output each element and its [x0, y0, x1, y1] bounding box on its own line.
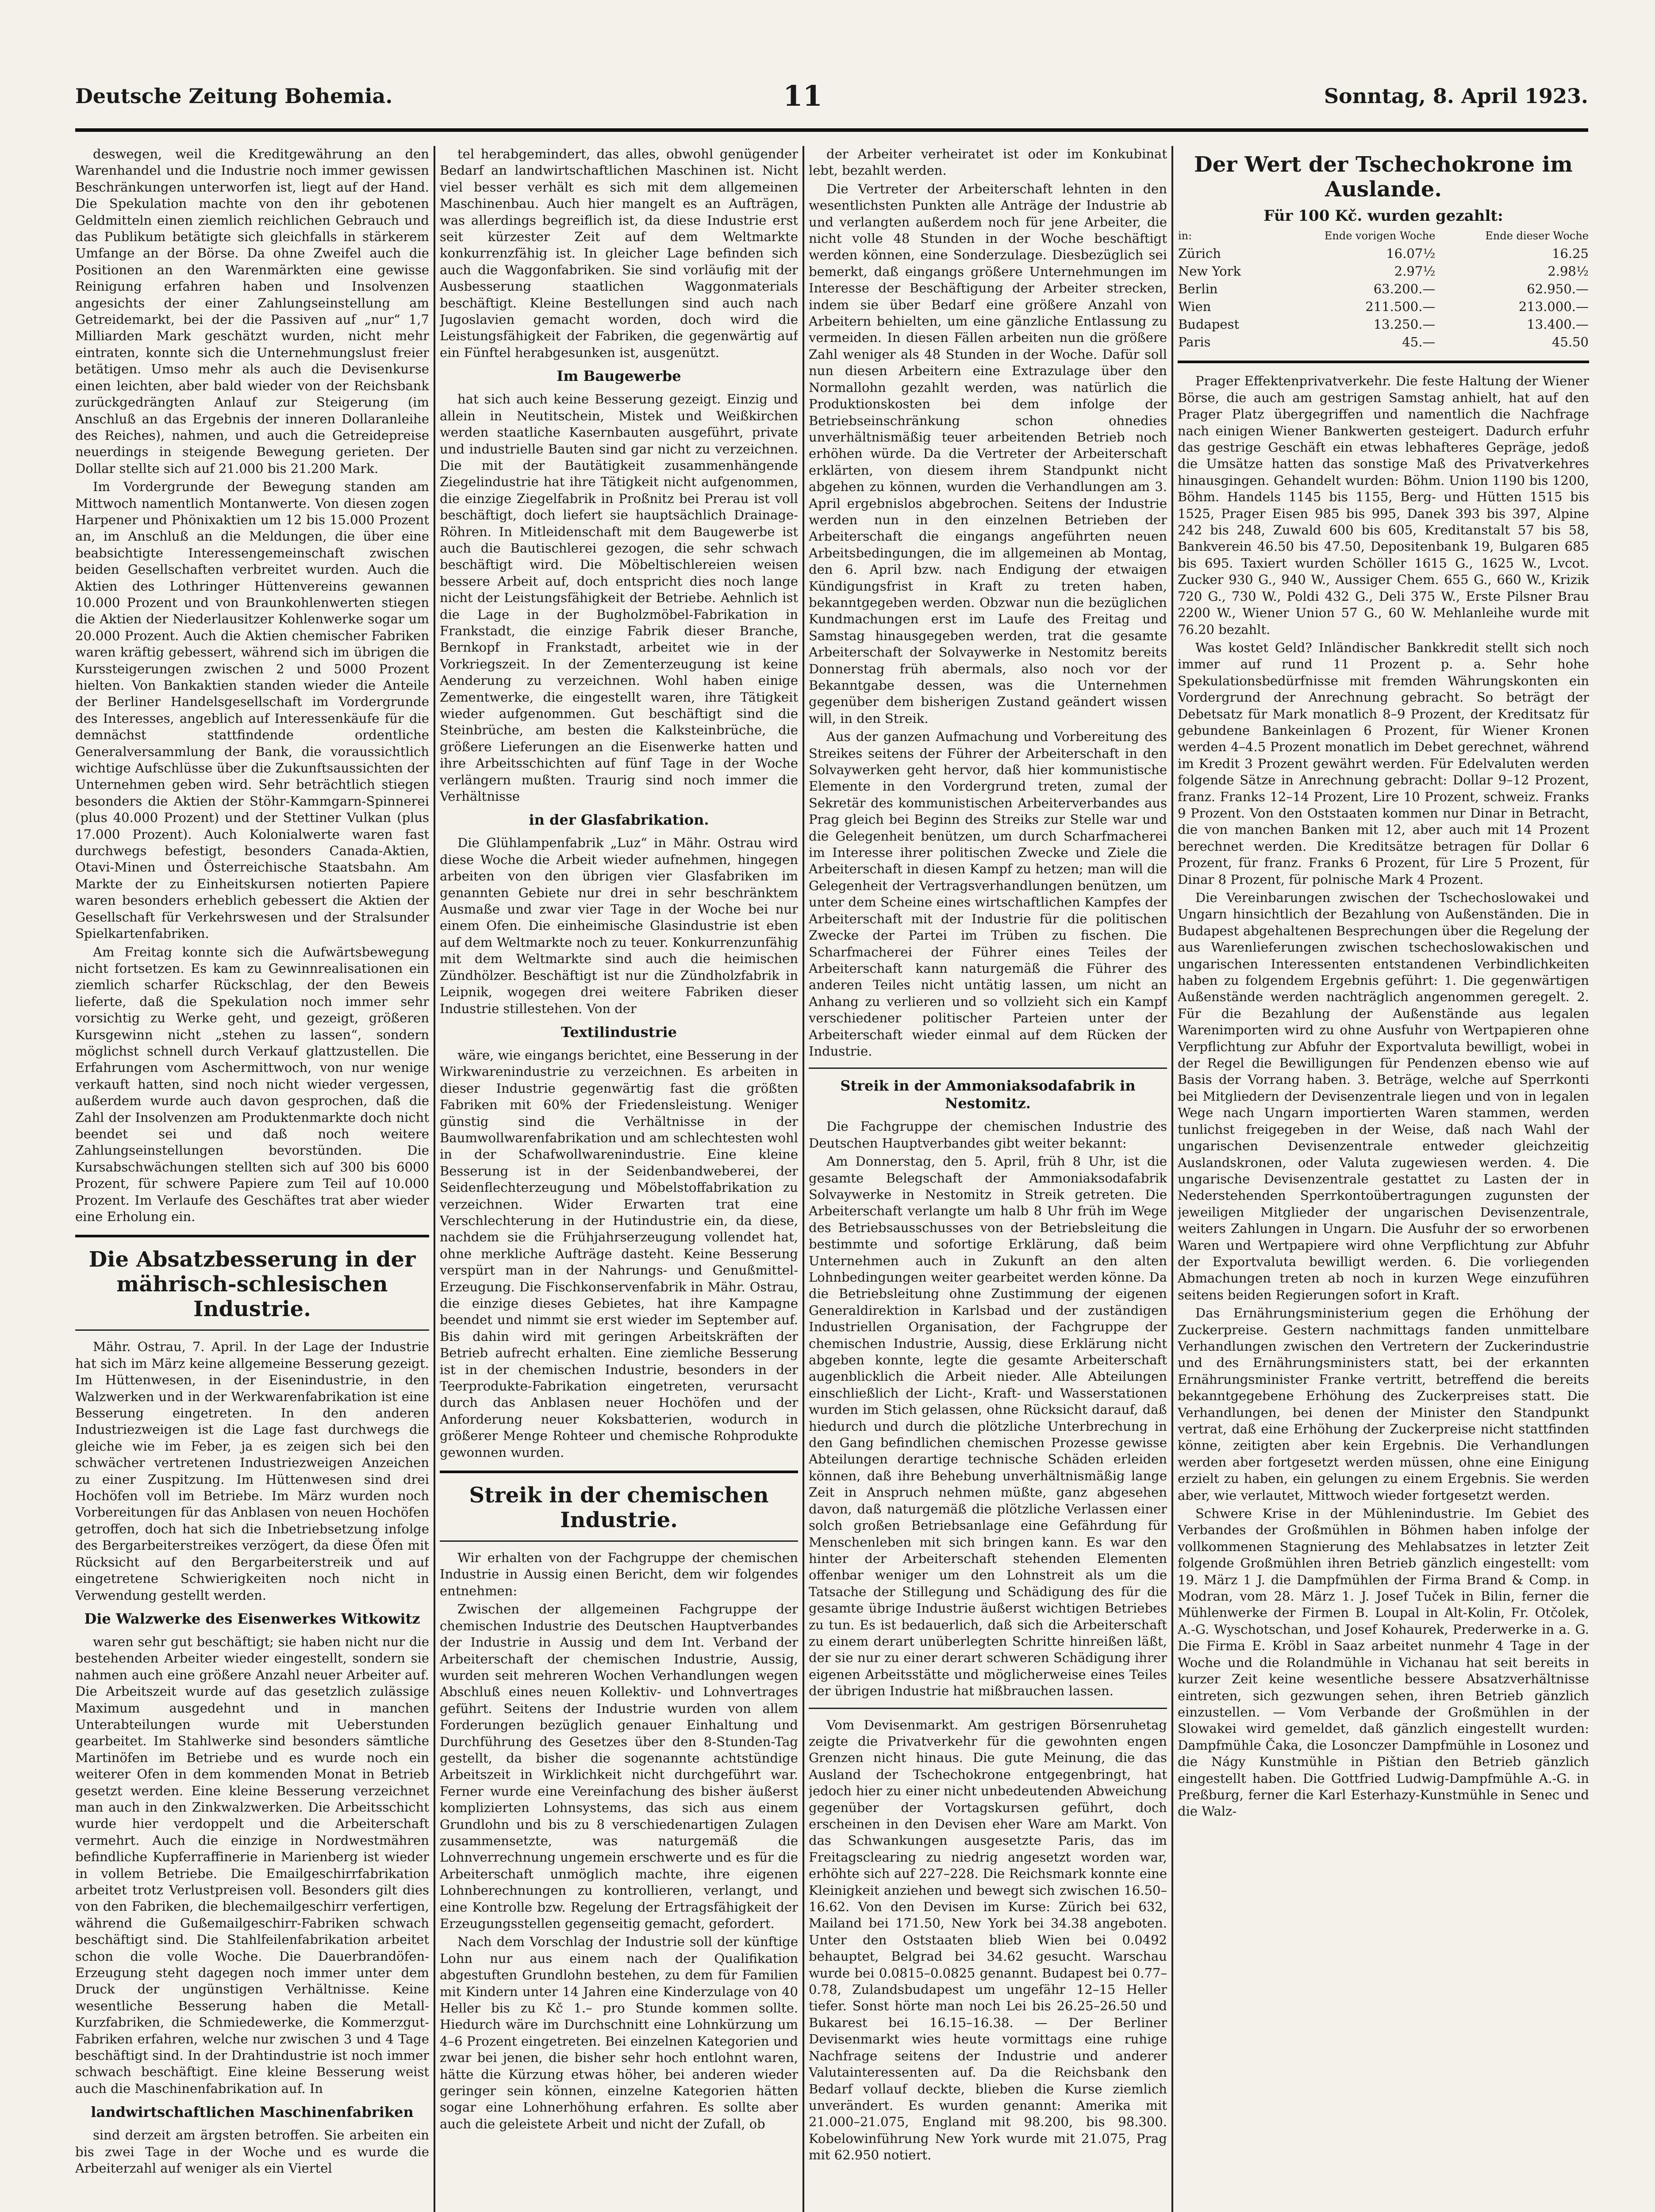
table-row: [1178, 315, 1589, 333]
paragraph: Die Vertreter der Arbeiterschaft lehnten in den wesentlichsten Punkten alle Anträge der Industrie ab und verlangten außerdem noch für jene Arbeiter, die nicht volle 48 Stunden in der Woche beschäftigt werden können, eine Sonderzulage. Diesbezüglich sei bemerkt, daß eingangs größere Unternehmungen im Interesse der Beschäftigung der Arbeiter strecken, indem sie über Bedarf eine größere Anzahl von Arbeitern behielten, um eine gänzliche Entlassung zu vermeiden. In diesen Fällen arbeiten nun die größere Zahl weniger als 48 Stunden in der Woche. Dafür soll nun diesen Arbeitern eine Extrazulage über den Normallohn gezahlt werden, was natürlich die Produktionskosten bei dem infolge der Betriebseinschränkung schon ohnedies unverhältnismäßig teuer arbeitenden Betrieb noch erhöhen würde. Da die Vertreter der Arbeiterschaft erklärten, von diesem ihrem Standpunkt nicht abgehen zu können, wurden die Verhandlungen am 3. April ergebnislos abgebrochen. Seitens der Industrie werden nun in den einzelnen Betrieben der Arbeiterschaft die eingangs angeführten neuen Arbeitsbedingungen, die im allgemeinen ab Montag, den 6. April bzw. nach Endigung der etwaigen Kündigungsfrist in Kraft zu treten haben, bekanntgegeben werden. Obzwar nun die bezüglichen Kundmachungen erst im Laufe des Freitag und Samstag hinausgegeben werden, trat die gesamte Arbeiterschaft der Solvaywerke in Nestomitz bereits Donnerstag früh abermals, also noch vor der Bekanntgabe dessen, was die Unternehmen gegenüber dem bisherigen Zustand geändert wissen will, in den Streik.: [809, 181, 1167, 726]
subheading-glas: in der Glasfabrikation.: [529, 811, 709, 829]
subheading-textil: Textilindustrie: [561, 1023, 677, 1041]
this-cell: 213.000.—: [1518, 299, 1589, 315]
table-row: [1178, 245, 1589, 262]
paragraph: Schwere Krise in der Mühlenindustrie. Im Gebiet des Verbandes der Großmühlen in Böhmen haben infolge der vollkommenen Stagnierung des Mehlabsatzes in letzter Zeit folgende Großmühlen ihren Betrieb gänzlich eingestellt: vom 19. März 1 J. die Dampfmühlen der Firma Brand & Comp. in Modran, vom 28. März 1. J. Josef Tuček in Bilin, ferner die Mühlenwerke der Firmen B. Loupal in Alt-Kolin, Fr. Otčolek, A.-G. Wyschotschan, und Josef Kohaurek, Prederwerke in a. G. Die Firma E. Kröbl in Saaz arbeitet nunmehr 4 Tage in der Woche und die Rolandmühle in Vichanau hat seit bereits in kurzer Zeit keine wesentliche bessere Absatzverhältnisse eintreten, sich gezwungen sehen, ihren Betrieb gänzlich einzustellen. — Vom Verbande der Großmühlen in der Slowakei wird gemeldet, daß gänzlich eingestellt wurden: Dampfmühle Čaka, die Losonczer Dampfmühle in Losonez und die Nágy Kunstmühle in Pištian den Betrieb gänzlich eingestellt haben. Die Gottfried Ludwig-Dampfmühle A.-G. in Preßburg, ferner die Karl Esterhazy-Kunstmühle in Senec und die Walz-: [1178, 1506, 1589, 1819]
paragraph: Mähr. Ostrau, 7. April. In der Lage der Industrie hat sich im März keine allgemeine Besserung gezeigt. Im Hüttenwesen, in der Eisenindustrie, in den Walzwerken und in der Werkwarenfabrikation ist eine Besserung eingetreten. In den anderen Industriezweigen ist die Lage fast durchwegs die gleiche wie im Feber, ja es zeigen sich bei den schwächer vertretenen Industriezweigen Anzeichen zu einer Zuspitzung. Im Hüttenwesen sind drei Hochöfen voll im Betriebe. Im März wurden noch Vorbereitungen für das Anblasen von neuen Hochöfen getroffen, doch hat sich die Inbetriebsetzung infolge des Bergarbeiterstreikes verzögert, da diese Öfen mit Rücksicht auf den Bergarbeiterstreik und auf eingetretene Schwierigkeiten noch nicht in Verwendung gestellt werden.: [75, 1339, 429, 1603]
column-4: [1178, 146, 1589, 2212]
table-header-row: [1178, 227, 1589, 245]
city-cell: Wien: [1178, 299, 1211, 315]
table-row: [1178, 298, 1589, 315]
this-cell: 2.98½: [1547, 264, 1589, 279]
subheading-streik-ammoniak: Streik in der Ammoniaksodafabrik in Nestomitz.: [840, 1077, 1136, 1112]
paragraph: sind derzeit am ärgsten betroffen. Sie arbeiten ein bis zwei Tage in der Woche und es wurde die Arbeiterzahl auf weniger als ein Viertel: [75, 2128, 429, 2176]
paragraph: Am Donnerstag, den 5. April, früh 8 Uhr, ist die gesamte Belegschaft der Ammoniaksodafabrik Solvaywerke in Nestomitz in Streik getreten. Die Arbeiterschaft verlangte um halb 8 Uhr früh im Wege des Betriebsausschusses von der Betriebsleitung die bestimmte und sofortige Erklärung, daß beim Unternehmen auch in Zukunft an den alten Lohnbedingungen weiter gearbeitet werden könne. Da die Betriebsleitung ohne Zustimmung der eigenen Generaldirektion in Karlsbad und der zuständigen Industriellen Organisation, der Fachgruppe der chemischen Industrie, Aussig, diese Erklärung nicht abgeben konnte, legte die gesamte Arbeiterschaft augenblicklich die Arbeit nieder. Alle Abteilungen einschließlich der Licht-, Kraft- und Wasserstationen wurden im Stich gelassen, ohne Rücksicht darauf, daß hiedurch und durch die plötzliche Unterbrechung in den Gang befindlichen chemischen Prozesse gewisse Abteilungen derartige technische Schäden erleiden können, daß ihre Behebung unverhältnismäßig lange Zeit in Anspruch nehmen müßte, ganz abgesehen davon, daß naturgemäß die plötzliche Verlassen einer solch großen Betriebsanlage eine Gefährdung für Menschenleben mit sich bringen kann. Es war den hinter der Arbeiterschaft stehenden Elementen offenbar weniger um den Lohnstreit als um die Tatsache der Stillegung und Schädigung des für die gesamte übrige Industrie äußerst wichtigen Betriebes zu tun. Es ist bedauerlich, daß sich die Arbeiterschaft zu einem derart unüberlegten Schritte hinreißen läßt, der sie nur zu einer derart schweren Schädigung ihrer eigenen Arbeitsstätte und möglicherweise eines Teiles der übrigen Industrie hat mißbrauchen lassen.: [809, 1154, 1167, 1699]
paragraph: Die Vereinbarungen zwischen der Tschechoslowakei und Ungarn hinsichtlich der Bezahlung von Außenständen. Die in Budapest abgehaltenen Besprechungen über die Regelung der aus Warenlieferungen zwischen tschechoslowakischen und ungarischen Interessenten entstandenen Verbindlichkeiten haben zu folgendem Ergebnis geführt: 1. Die gegenwärtigen Außenstände werden nachträglich angenommen geregelt. 2. Für die Bezahlung der Außenstände aus legalen Warenimporten wird zu ohne Ausfuhr von Wertpapieren ohne Verpflichtung zur Abfuhr der Exportvaluta bewilligt, wobei in der Regel die Bewilligungen für Pendenzen ebenso wie auf Basis der Vorrang haben. 3. Beträge, welche auf Sperrkonti bei Mitgliedern der Devisenzentrale liegen und von in legalen Wege nach Ungarn importierten Waren stammen, werden tunlichst freigegeben in der Weise, daß nach Wahl der ungarischen Devisenzentrale entweder gleichzeitig Auslandskronen, oder Valuta zugewiesen werden. 4. Die ungarische Devisenzentrale gestattet zu Lasten der in Nederstehenden Sperrkontoübertragungen zugunsten der jeweiligen Mitglieder der ungarischen Devisenzentrale, weiters Zahlungen in Ungarn. Die Ausfuhr der so erworbenen Waren und Wertpapiere wird ohne Verpflichtung zur Abfuhr der Exportvaluta bewilligt werden. 6. Die vorliegenden Abmachungen treten ab noch in kurzen Wege einzuführen seitens beiden Regierungen sofort in Kraft.: [1178, 890, 1589, 1302]
city-cell: Paris: [1178, 334, 1211, 350]
prev-cell: 45.—: [1402, 334, 1436, 350]
paragraph: Vom Devisenmarkt. Am gestrigen Börsenruhetag zeigte die Privatverkehr für die gewohnten engen Grenzen nicht hinaus. Die gute Meinung, die das Ausland der Tschechokrone entgegenbringt, hat jedoch hier zu einer nicht unbedeutenden Abweichung gegenüber der Vortagskursen geführt, doch erscheinen in den Devisen eher Ware am Markt. Von das Schwankungen ausgesetzte Paris, das im Freitagsclearing zu niedrig angesetzt worden war, erhöhte sich auf 227–228. Die Reichsmark konnte eine Kleinigkeit anziehen und bewegt sich zwischen 16.50–16.62. Von den Devisen im Kurse: Zürich bei 632, Mailand bei 171.50, New York bei 34.38 angeboten. Unter den Oststaaten blieb Wien bei 0.0492 behauptet, Belgrad bei 34.62 gesucht. Warschau wurde bei 0.0815–0.0825 genannt. Budapest bei 0.77–0.78, Zulandsbudapest um ungefähr 12–15 Heller tiefer. Sonst hörte man noch Lei bis 26.25–26.50 und Bukarest bei 16.15–16.38. — Der Berliner Devisenmarkt wies heute vormittags eine ruhige Nachfrage seitens der Industrie und anderer Valutainteressenten auf. Da die Reichsbank den Bedarf vollauf deckte, blieben die Kurse ziemlich unverändert. Es wurden genannt: Amerika mit 21.000–21.075, England mit 98.200, bis 98.300. Kobelowinführung New York wurde mit 21.075, Prag mit 62.950 notiert.: [809, 1717, 1167, 2163]
divider: [75, 1235, 429, 1237]
paragraph: Prager Effektenprivatverkehr. Die feste Haltung der Wiener Börse, die auch am gestrigen Samstag anhielt, hat auf den Prager Platz übergegriffen und namentlich die Nachfrage nach einigen Wiener Bankwerten gesteigert. Dadurch erfuhr das gestrige Geschäft ein etwas lebhafteres Gepräge, jedoß die Umsätze hatten das sonstige Maß des Privatverkehres hinausgingen. Gehandelt wurden: Böhm. Union 1190 bis 1200, Böhm. Handels 1145 bis 1155, Berg- und Hütten 1515 bis 1525, Prager Eisen 985 bis 995, Danek 393 bis 397, Alpine 242 bis 248, Zuwald 600 bis 605, Kreditanstalt 57 bis 58, Bankverein 46.50 bis 47.50, Depositenbank 19, Bulgaren 685 bis 695. Taxiert wurden Schöller 1615 G., 1625 W., Lvcot. Zucker 930 G., 940 W., Aussiger Chem. 655 G., 660 W., Krizik 720 G., 730 W., Poldi 432 G., Deli 375 W., Erste Pilsner Brau 2200 W., Wiener Union 57 G., 60 W. Mehlanleihe wurde mit 76.20 bezahlt.: [1178, 373, 1589, 637]
divider: [440, 1540, 798, 1542]
subheading-walzwerke: Die Walzwerke des Eisenwerkes Witkowitz: [84, 1610, 420, 1627]
paragraph: Wir erhalten von der Fachgruppe der chemischen Industrie in Aussig einen Bericht, dem wir folgendes entnehmen:: [440, 1550, 798, 1598]
paragraph: hat sich auch keine Besserung gezeigt. Einzig und allein in Neutitschein, Mistek und Weißkirchen werden staatliche Kasernbauten ausgeführt, private und industrielle Bauten sind gar nicht zu verzeichnen. Die mit der Bautätigkeit zusammenhängende Ziegelindustrie hat ihre Tätigkeit nicht aufgenommen, die einzige Ziegelfabrik in Proßnitz bei Prerau ist voll beschäftigt, doch liefert sie hauptsächlich Drainage-Röhren. In Mitleidenschaft mit dem Baugewerbe ist auch die Bautischlerei gezogen, die sehr schwach beschäftigt wird. Die Möbeltischlereien weisen bessere Arbeit auf, doch entspricht dies noch lange nicht der Leistungsfähigkeit der Betriebe. Aehnlich ist die Lage in der Bugholzmöbel-Fabrikation in Frankstadt, die einzige Fabrik dieser Branche, Bernkopf in Frankstadt, arbeitet wie in der Vorkriegszeit. In der Zementerzeugung ist keine Aenderung zu verzeichnen. Wohl haben einige Zementwerke, die eingestellt waren, ihre Tätigkeit wieder aufgenommen. Gut beschäftigt sind die Steinbrüche, am besten die Kalksteinbrüche, die größere Lieferungen an die Eisenwerke hatten und ihre Arbeitsschichten auf fünf Tage in der Woche verlängern mußten. Traurig sind noch immer die Verhältnisse: [440, 392, 798, 804]
rates-subheading: Für 100 Kč. wurden gezahlt:: [1263, 207, 1503, 225]
column-3: [809, 146, 1167, 2212]
table-row: [1178, 262, 1589, 280]
column-rule: [803, 146, 804, 2212]
divider: [440, 1471, 798, 1473]
paragraph: Aus der ganzen Aufmachung und Vorbereitung des Streikes seitens der Führer der Arbeiterschaft in den Solvaywerken geht hervor, daß hier kommunistische Elemente in den Vordergrund treten, zumal der Sekretär des kommunistischen Arbeiterverbandes aus Prag gleich bei Beginn des Streiks zur Stelle war und die Gelegenheit benützen, um durch Scharfmacherei im Interesse ihrer politischen Zwecke und Ziele die Arbeiterschaft in diesen Kampf zu hetzen; man will die Gelegenheit der Vertragsverhandlungen benützen, um unter dem Scheine eines wirtschaftlichen Kampfes der Arbeiterschaft mit der Industrie für die politischen Zwecke der Partei im Trüben zu fischen. Die Scharfmacherei der Führer eines Teiles der Arbeiterschaft kann naturgemäß die Führer des anderen Teiles nicht untätig lassen, um nicht an Anhang zu verlieren und so vollzieht sich ein Kampf verschiedener politischer Parteien unter der Arbeiterschaft wieder einmal auf dem Rücken der Industrie.: [809, 729, 1167, 1059]
exchange-rate-table: [1178, 227, 1589, 351]
paragraph: Die Glühlampenfabrik „Luz“ in Mähr. Ostrau wird diese Woche die Arbeit wieder aufnehmen, hingegen arbeiten von den übrigen vier Glasfabriken im genannten Gebiete nur drei in sehr beschränktem Ausmaße und zwar vier Tage in der Woche bei nur einem Ofen. Die einheimische Glasindustrie ist eben auf dem Weltmarkte noch zu teuer. Konkurrenzunfähig mit dem Weltmarkte sind auch die heimischen Zündhölzer. Beschäftigt ist nur die Zündholzfabrik in Leipnik, wogegen drei weitere Fabriken dieser Industrie stillestehen. Von der: [440, 835, 798, 1016]
article-heading-absatzbesserung: Die Absatzbesserung in der mährisch-schlesischen Industrie.: [88, 1247, 416, 1322]
paragraph: Das Ernährungsministerium gegen die Erhöhung der Zuckerpreise. Gestern nachmittags fanden unmittelbare Verhandlungen zwischen den Vertretern der Zuckerindustrie und des Ernährungsministers statt, bei der erkannten Ernährungsminister Franke vertritt, betreffend die bereits bekanntgegebene Erhöhung des Zuckerpreises statt. Die Verhandlungen, bei denen der Minister den Standpunkt vertrat, daß eine Erhöhung der Zuckerpreise nicht stattfinden könne, zeitigten aber kein Ergebnis. Die Verhandlungen werden aber fortgesetzt werden müssen, ohne eine Einigung erzielt zu haben, ein gelungen zu einem Ergebnis. Sie werden aber, wie verlautet, Mittwoch wieder fortgesetzt werden.: [1178, 1306, 1589, 1503]
this-cell: 62.950.—: [1527, 281, 1589, 297]
divider: [1178, 361, 1589, 363]
divider: [809, 1708, 1167, 1709]
prev-cell: 63.200.—: [1373, 281, 1436, 297]
column-header: Ende dieser Woche: [1485, 230, 1589, 242]
paragraph: Was kostet Geld? Inländischer Bankkredit stellt sich noch immer auf rund 11 Prozent p. a. Sehr hohe Spekulationsbedürfnisse mit fremden Währungskonten ein Vordergrund der Anrechnung gebracht. So beträgt der Debetsatz für Mark monatlich 8–9 Prozent, der Kreditsatz für gebundene Bankeinlagen 6 Prozent, für Wiener Kronen werden 4–4.5 Prozent monatlich im Debet gerechnet, während im Kredit 3 Prozent gewährt werden. Für Edelvaluten werden folgende Sätze in Anrechnung gebracht: Dollar 9–12 Prozent, franz. Franks 12–14 Prozent, Lire 10 Prozent, schweiz. Franks 9 Prozent. Von den Oststaaten kommen nur Dinar in Betracht, die von manchen Banken mit 12, aber auch mit 14 Prozent berechnet werden. Die Kreditsätze betragen für Dollar 6 Prozent, für franz. Franks 6 Prozent, für Lire 5 Prozent, für Dinar 8 Prozent, für polnische Mark 4 Prozent.: [1178, 640, 1589, 887]
column-header: Ende vorigen Woche: [1324, 230, 1436, 242]
page-number: 11: [783, 80, 823, 113]
issue-date: Sonntag, 8. April 1923.: [1324, 84, 1588, 108]
prev-cell: 2.97½: [1394, 264, 1436, 279]
table-row: [1178, 280, 1589, 298]
this-cell: 16.25: [1551, 246, 1589, 261]
column-header: in:: [1178, 230, 1192, 242]
paragraph: Zwischen der allgemeinen Fachgruppe der chemischen Industrie des Deutschen Hauptverbandes der Industrie in Aussig und dem Int. Verband der Arbeiterschaft der chemischen Industrie, Aussig, wurden seit mehreren Wochen Verhandlungen wegen Abschluß eines neuen Kollektiv- und Lohnvertrages geführt. Seitens der Industrie wurden von allem Forderungen bezüglich genauer Einhaltung und Durchführung des Gesetzes über den 8-Stunden-Tag gestellt, da bisher die sogenannte achtstündige Arbeitszeit in Wirklichkeit nicht durchgeführt war. Ferner wurde eine Vereinfachung des bisher äußerst komplizierten Lohnsystems, das sich aus einem Grundlohn und bis zu 8 verschiedenartigen Zulagen zusammensetzte, was naturgemäß die Lohnverrechnung ungemein erschwerte und es für die Arbeiterschaft unmöglich machte, ihre eigenen Lohnberechnungen zu kontrollieren, verlangt, und eine Kontrolle bzw. Regelung der Ertragsfähigkeit der Erzeugungsstellen gegenseitig gemacht, gefordert.: [440, 1601, 798, 1931]
this-cell: 13.400.—: [1527, 317, 1589, 332]
paragraph: Nach dem Vorschlag der Industrie soll der künftige Lohn nur aus einem nach der Qualifikation abgestuften Grundlohn bestehen, zu dem für Familien mit Kindern unter 14 Jahren eine Kinderzulage von 40 Heller bis zu Kč 1.– pro Stunde kommen sollte. Hiedurch wäre im Durchschnitt eine Lohnkürzung um 4–6 Prozent eingetreten. Bei einzelnen Kategorien und zwar bei jenen, die bisher sehr hoch entlohnt waren, hätte die Kürzung etwas höher, bei anderen wieder geringer sein können, einzelne Kategorien hätten sogar eine Lohnerhöhung erfahren. Es sollte aber auch die geleistete Arbeit und nicht der Zufall, ob: [440, 1934, 798, 2131]
paragraph: wäre, wie eingangs berichtet, eine Besserung in der Wirkwarenindustrie zu verzeichnen. Es arbeiten in dieser Industrie gegenwärtig fast die größten Fabriken mit 60% der Friedensleistung. Weniger günstig sind die Verhältnisse in der Baumwollwarenfabrikation und am schlechtesten wohl in der Schafwollwarenindustrie. Eine kleine Besserung ist in der Seidenbandweberei, der Seidenflechterzeugung und Möbelstoffabrikation zu verzeichnen. Wider Erwarten trat eine Verschlechterung in der Hutindustrie ein, da diese, nachdem sie die Frühjahrserzeugung vollendet hat, ohne merkliche Aufträge dasteht. Keine Besserung verspürt man in der Nahrungs- und Genußmittel-Erzeugung. Die Fischkonservenfabrik in Mähr. Ostrau, die einzige dieses Gebietes, hat ihre Kampagne beendet und nimmt sie erst wieder im September auf. Bis dahin wird mit geringen Arbeitskräften der Betrieb aufrecht erhalten. Eine ziemliche Besserung ist in der chemischen Industrie, besonders in der Teerprodukte-Fabrikation eingetreten, verursacht durch das Anblasen neuer Hochöfen und der Anforderung neuer Koksbatterien, wodurch in größerer Menge Rohteer und chemische Rohprodukte gewonnen wurden.: [440, 1047, 798, 1460]
paragraph: deswegen, weil die Kreditgewährung an den Warenhandel und die Industrie noch immer gewissen Beschränkungen unterworfen ist, liegt auf der Hand. Die Spekulation machte von den ihr gebotenen Geldmitteln einen ziemlich reichlichen Gebrauch und das Publikum betätigte sich gleichfalls in stärkerem Umfange an der Börse. Da ohne Zweifel auch die Positionen an den Warenmärkten eine gewisse Reinigung erfahren haben und Insolvenzen angesichts der einer Zahlungseinstellung am Getreidemarkt, bei der die Passiven auf „nur“ 1,7 Milliarden Mark geschätzt wurden, nicht mehr eintraten, konnte sich die Unternehmungslust freier betätigen. Umso mehr als auch die Devisenkurse einen leichten, aber bald wieder von der Reichsbank zurückgedrängten Anlauf zur Steigerung (im Anschluß an das Ergebnis der inneren Dollaranleihe des Reiches), nahmen, und auch die Getreidepreise neuerdings in steigende Bewegung gerieten. Der Dollar stellte sich auf 21.000 bis 21.200 Mark.: [75, 146, 429, 476]
column-2: [440, 146, 798, 2212]
table-row: [1178, 333, 1589, 351]
this-cell: 45.50: [1551, 334, 1589, 350]
column-rule: [434, 146, 435, 2212]
paragraph: der Arbeiter verheiratet ist oder im Konkubinat lebt, bezahlt werden.: [809, 146, 1167, 178]
paragraph: tel herabgemindert, das alles, obwohl genügender Bedarf an landwirtschaftlichen Maschinen ist. Nicht viel besser verhält es sich mit dem allgemeinen Maschinenbau. Auch hier mangelt es an Aufträgen, was allerdings begreiflich ist, da diese Industrie erst seit kürzester Zeit auf dem Weltmarkte konkurrenzfähig ist. In gleicher Lage befinden sich auch die Waggonfabriken. Sie sind vorläufig mit der Ausbesserung staatlichen Waggonmaterials beschäftigt. Kleine Bestellungen sind auch nach Jugoslavien gemacht worden, doch wird die Leistungsfähigkeit der Fabriken, die gegenwärtig auf ein Fünftel herabgesunken ist, ausgenützt.: [440, 146, 798, 360]
paragraph: Die Fachgruppe der chemischen Industrie des Deutschen Hauptverbandes gibt weiter bekannt:: [809, 1119, 1167, 1151]
city-cell: Zürich: [1178, 246, 1221, 261]
city-cell: Berlin: [1178, 281, 1218, 297]
prev-cell: 211.500.—: [1365, 299, 1436, 315]
prev-cell: 16.07½: [1386, 246, 1436, 261]
subheading-baugewerbe: Im Baugewerbe: [557, 368, 681, 385]
article-heading-streik: Streik in der chemischen Industrie.: [469, 1483, 769, 1533]
prev-cell: 13.250.—: [1373, 317, 1436, 332]
column-1: [75, 146, 429, 2212]
newspaper-name: Deutsche Zeitung Bohemia.: [75, 84, 393, 108]
subheading-landwirtschaft: landwirtschaftlichen Maschinenfabriken: [91, 2104, 414, 2121]
column-rule: [1171, 146, 1173, 2212]
paragraph: Im Vordergrunde der Bewegung standen am Mittwoch namentlich Montanwerte. Von diesen zogen Harpener und Phönixaktien um 12 bis 15.000 Prozent an, im Anschluß an die Meldungen, die über eine beabsichtigte Interessengemeinschaft zwischen beiden Gesellschaften verbreitet wurden. Auch die Aktien des Lothringer Hüttenvereins gewannen 10.000 Prozent und von Braunkohlenwerten stiegen die Aktien der Niederlausitzer Kohlenwerke sogar um 20.000 Prozent. Auch die Aktien chemischer Fabriken waren kräftig gebessert, während sich im übrigen die Kurssteigerungen zwischen 2 und 5000 Prozent hielten. Von Bankaktien standen wieder die Anteile der Berliner Handelsgesellschaft im Vordergrunde des Interesses, angeblich auf Interessenkäufe für die demnächst stattfindende ordentliche Generalversammlung der Bank, die voraussichtlich wichtige Aufschlüsse über die Zukunftsaussichten der Unternehmen geben wird. Sehr beträchtlich stiegen besonders die Aktien der Stöhr-Kammgarn-Spinnerei (plus 40.000 Prozent) und der Stettiner Vulkan (plus 17.000 Prozent). Auch Kolonialwerte waren fast durchwegs befestigt, besonders Canada-Aktien, Otavi-Minen und Österreichische Staatsbahn. Am Markte der zu Einheitskursen notierten Papiere waren besonders erheblich gebessert die Aktien der Gesellschaft für Verkehrswesen und der Stralsunder Spielkartenfabriken.: [75, 479, 429, 941]
paragraph: Am Freitag konnte sich die Aufwärtsbewegung nicht fortsetzen. Es kam zu Gewinnrealisationen ein ziemlich scharfer Rückschlag, der den Beweis lieferte, daß die Spekulation noch immer sehr vorsichtig zu Werke geht, und gezeigt, größeren Kursgewinn nicht „stehen zu lassen“, sondern möglichst schnell durch Verkauf glattzustellen. Die Erfahrungen vom Aschermittwoch, von nur wenige verkauft hatten, sind noch nicht wieder vergessen, außerdem wurde auch davon gesprochen, daß die Zahl der Insolvenzen am Produktenmarkte doch nicht beendet sei und daß noch weitere Zahlungseinstellungen bevorstünden. Die Kursabschwächungen stellten sich auf 300 bis 6000 Prozent, für schwere Papiere zum Teil auf 10.000 Prozent. Im Verlaufe des Geschäftes trat aber wieder eine Erholung ein.: [75, 944, 429, 1224]
paragraph: waren sehr gut beschäftigt; sie haben nicht nur die bestehenden Arbeiter wieder eingestellt, sondern sie nahmen auch eine größere Anzahl neuer Arbeiter auf. Die Arbeitszeit wurde auf das gesetzlich zulässige Maximum ausgedehnt und in manchen Unterabteilungen wurde mit Ueberstunden gearbeitet. Im Stahlwerke sind besonders sämtliche Martinöfen im Betriebe und es wurde noch ein weiterer Ofen in dem kommenden Monat in Betrieb gesetzt werden. Eine kleine Besserung verzeichnet man auch in den Zinkwalzwerken. Die Arbeitsschicht wurde hier verdoppelt und die Arbeiterschaft vermehrt. Auch die einzige in Nordwestmähren befindliche Kupferraffinerie in Marienberg ist wieder in vollem Betriebe. Die Emailgeschirrfabrikation arbeitet trotz Verlustpreisen voll. Besonders gilt dies von den Fabriken, die blechemailgeschirr verfertigen, während die Gußemailgeschirr-Fabriken schwach beschäftigt sind. Die Stahlfeilenfabrikation arbeitet schon die volle Woche. Die Dauerbrandöfen-Erzeugung steht dagegen noch immer unter dem Druck der ungünstigen Verhältnisse. Keine wesentliche Besserung haben die Metall-Kurzfabriken, die Schmiedewerke, die Kommerzgut-Fabriken erfahren, welche nur zwischen 3 und 4 Tage beschäftigt sind. In der Drahtindustrie ist noch immer schwach beschäftigt. Eine kleine Besserung weist auch die Maschinenfabrikation auf. In: [75, 1634, 429, 2096]
divider: [809, 1068, 1167, 1069]
city-cell: Budapest: [1178, 317, 1240, 332]
masthead: [75, 80, 1588, 132]
city-cell: New York: [1178, 264, 1241, 279]
article-heading-tschechokrone: Der Wert der Tschechokrone im Auslande.: [1194, 152, 1573, 202]
divider: [75, 1329, 429, 1331]
